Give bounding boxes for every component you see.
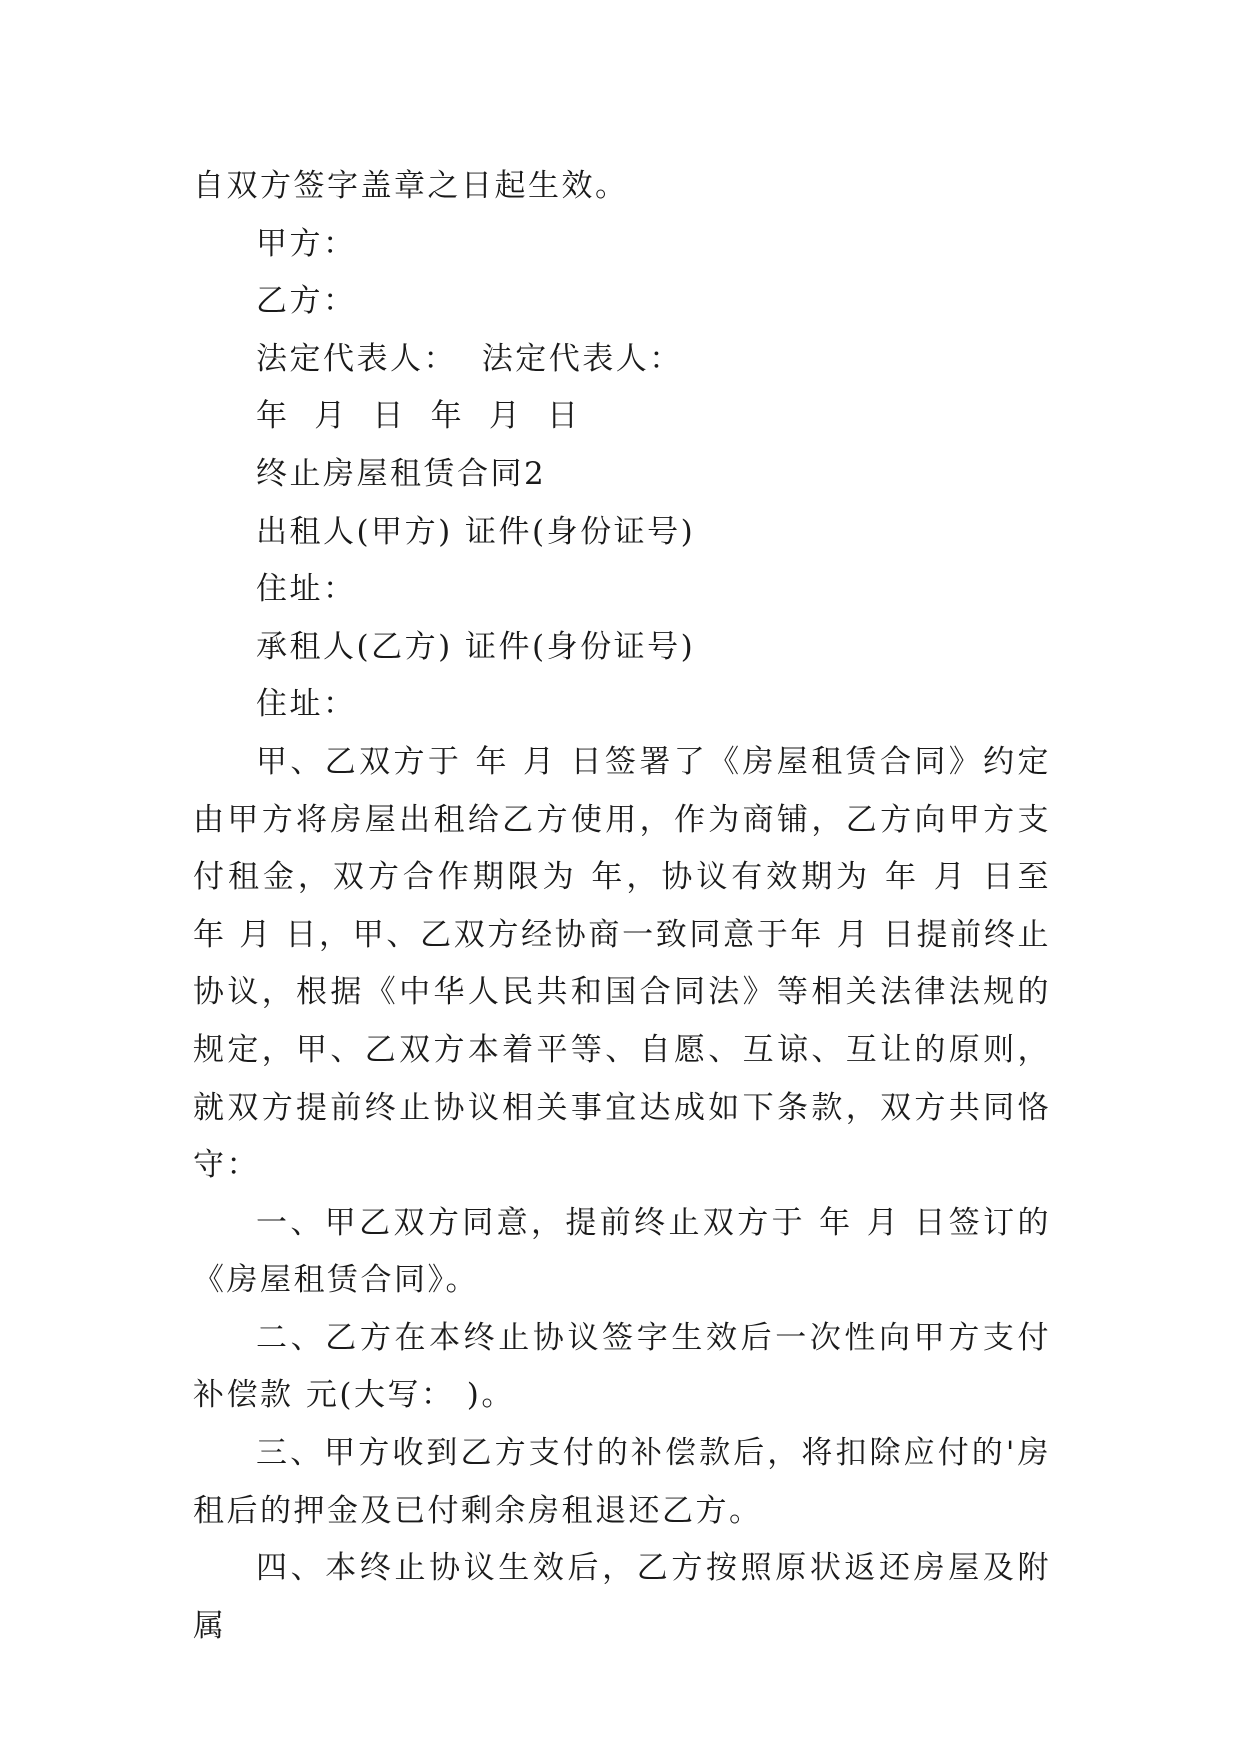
- lessor-address-line: 住址：: [256, 571, 357, 608]
- clause-2-paragraph: 二、乙方在本终止协议签字生效后一次性向甲方支付补偿款 元(大写： )。: [193, 1319, 1051, 1414]
- party-b-signature-line: 乙方：: [256, 283, 357, 320]
- lessee-address-line: 住址：: [256, 686, 357, 723]
- legal-representative-line: 法定代表人： 法定代表人：: [256, 340, 683, 377]
- clause-1-paragraph: 一、甲乙双方同意，提前终止双方于 年 月 日签订的《房屋租赁合同》。: [193, 1204, 1051, 1299]
- party-a-signature-line: 甲方：: [256, 225, 357, 262]
- lessor-line: 出租人(甲方) 证件(身份证号): [256, 513, 696, 550]
- lessee-line: 承租人(乙方) 证件(身份证号): [256, 628, 696, 665]
- document-body: [193, 158, 1051, 1655]
- effective-clause-line: 自双方签字盖章之日起生效。: [193, 168, 629, 204]
- signature-date-line: 年 月 日 年 月 日: [256, 398, 581, 435]
- contract-title: 终止房屋租赁合同2: [256, 455, 547, 492]
- preamble-paragraph: 甲、乙双方于 年 月 日签署了《房屋租赁合同》约定由甲方将房屋出租给乙方使用，作为商铺，乙方向甲方支付租金，双方合作期限为 年，协议有效期为 年 月 日至 年 月 日，甲、乙双方经协商一致同意于年 月 日提前终止协议，根据《中华人民共和国合同法》等相关法律法规的规定，甲、乙双方本着平等、自愿、互谅、互让的原则，就双方提前终止协议相关事宜达成如下条款，双方共同恪守：: [193, 743, 1051, 1184]
- clause-4-paragraph: 四、本终止协议生效后，乙方按照原状返还房屋及附属: [193, 1550, 1051, 1644]
- clause-3-paragraph: 三、甲方收到乙方支付的补偿款后，将扣除应付的'房租后的押金及已付剩余房租退还乙方。: [193, 1435, 1051, 1529]
